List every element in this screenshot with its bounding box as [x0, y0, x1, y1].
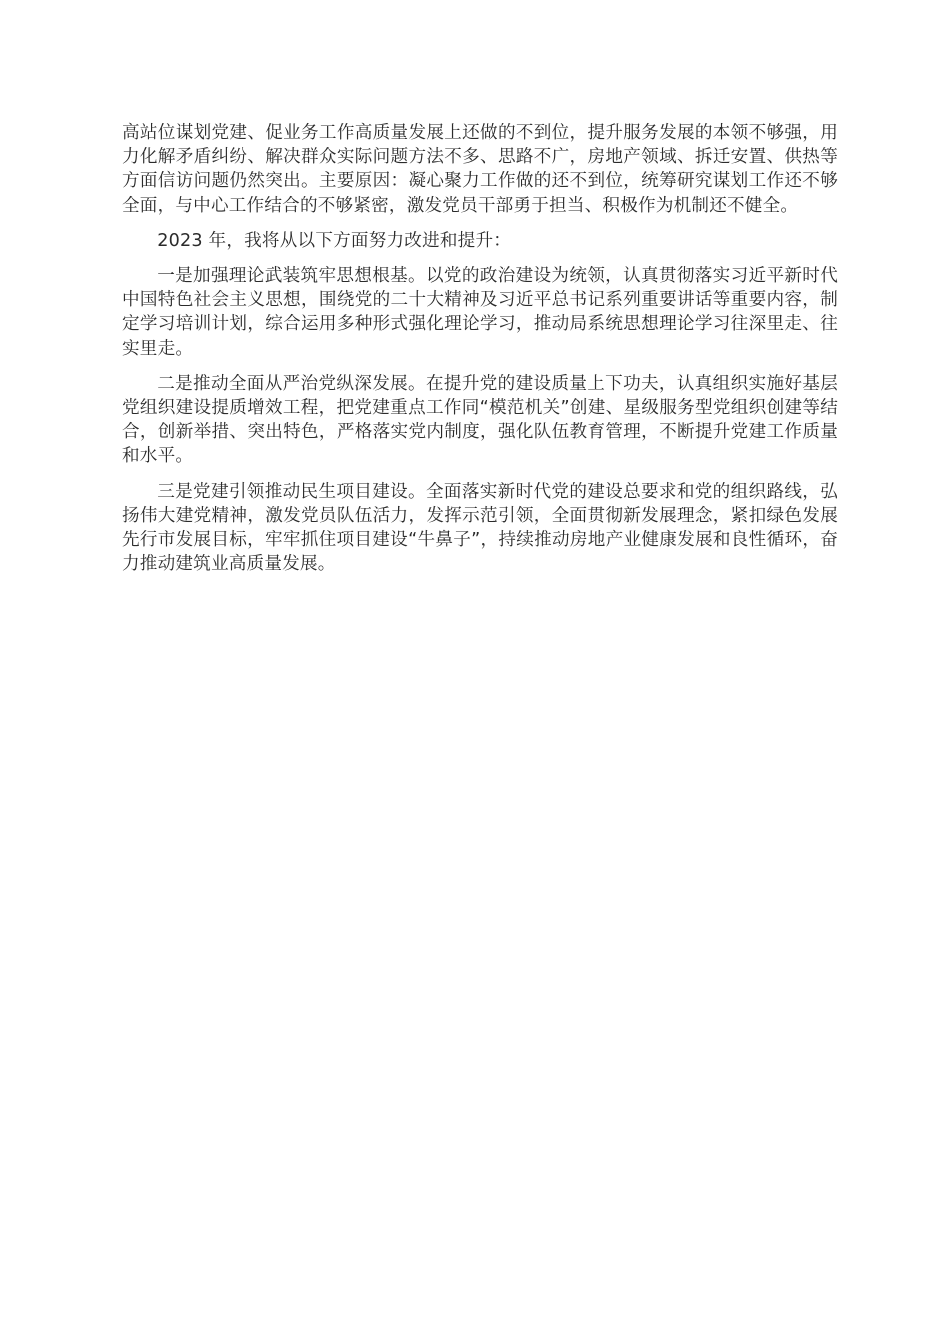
document-body	[122, 121, 838, 587]
paragraph-continuation: 高站位谋划党建、促业务工作高质量发展上还做的不到位，提升服务发展的本领不够强，用力化解矛盾纠纷、解决群众实际问题方法不多、思路不广，房地产领域、拆迁安置、供热等方面信访问题仍然突出。主要原因：凝心聚力工作做的还不到位，统筹研究谋划工作还不够全面，与中心工作结合的不够紧密，激发党员干部勇于担当、积极作为机制还不健全。	[122, 123, 838, 216]
paragraph-point-three: 三是党建引领推动民生项目建设。全面落实新时代党的建设总要求和党的组织路线，弘扬伟大建党精神，激发党员队伍活力，发挥示范引领，全面贯彻新发展理念，紧扣绿色发展先行市发展目标，牢牢抓住项目建设“牛鼻子”，持续推动房地产业健康发展和良性循环，奋力推动建筑业高质量发展。	[122, 481, 838, 575]
paragraph-plan-intro: 2023 年，我将从以下方面努力改进和提升：	[157, 230, 512, 251]
paragraph-point-two: 二是推动全面从严治党纵深发展。在提升党的建设质量上下功夫，认真组织实施好基层党组织建设提质增效工程，把党建重点工作同“模范机关”创建、星级服务型党组织创建等结合，创新举措、突出特色，严格落实党内制度，强化队伍教育管理，不断提升党建工作质量和水平。	[122, 373, 838, 467]
paragraph-point-one: 一是加强理论武装筑牢思想根基。以党的政治建设为统领，认真贯彻落实习近平新时代中国特色社会主义思想，围绕党的二十大精神及习近平总书记系列重要讲话等重要内容，制定学习培训计划，综合运用多种形式强化理论学习，推动局系统思想理论学习往深里走、往实里走。	[122, 266, 838, 359]
